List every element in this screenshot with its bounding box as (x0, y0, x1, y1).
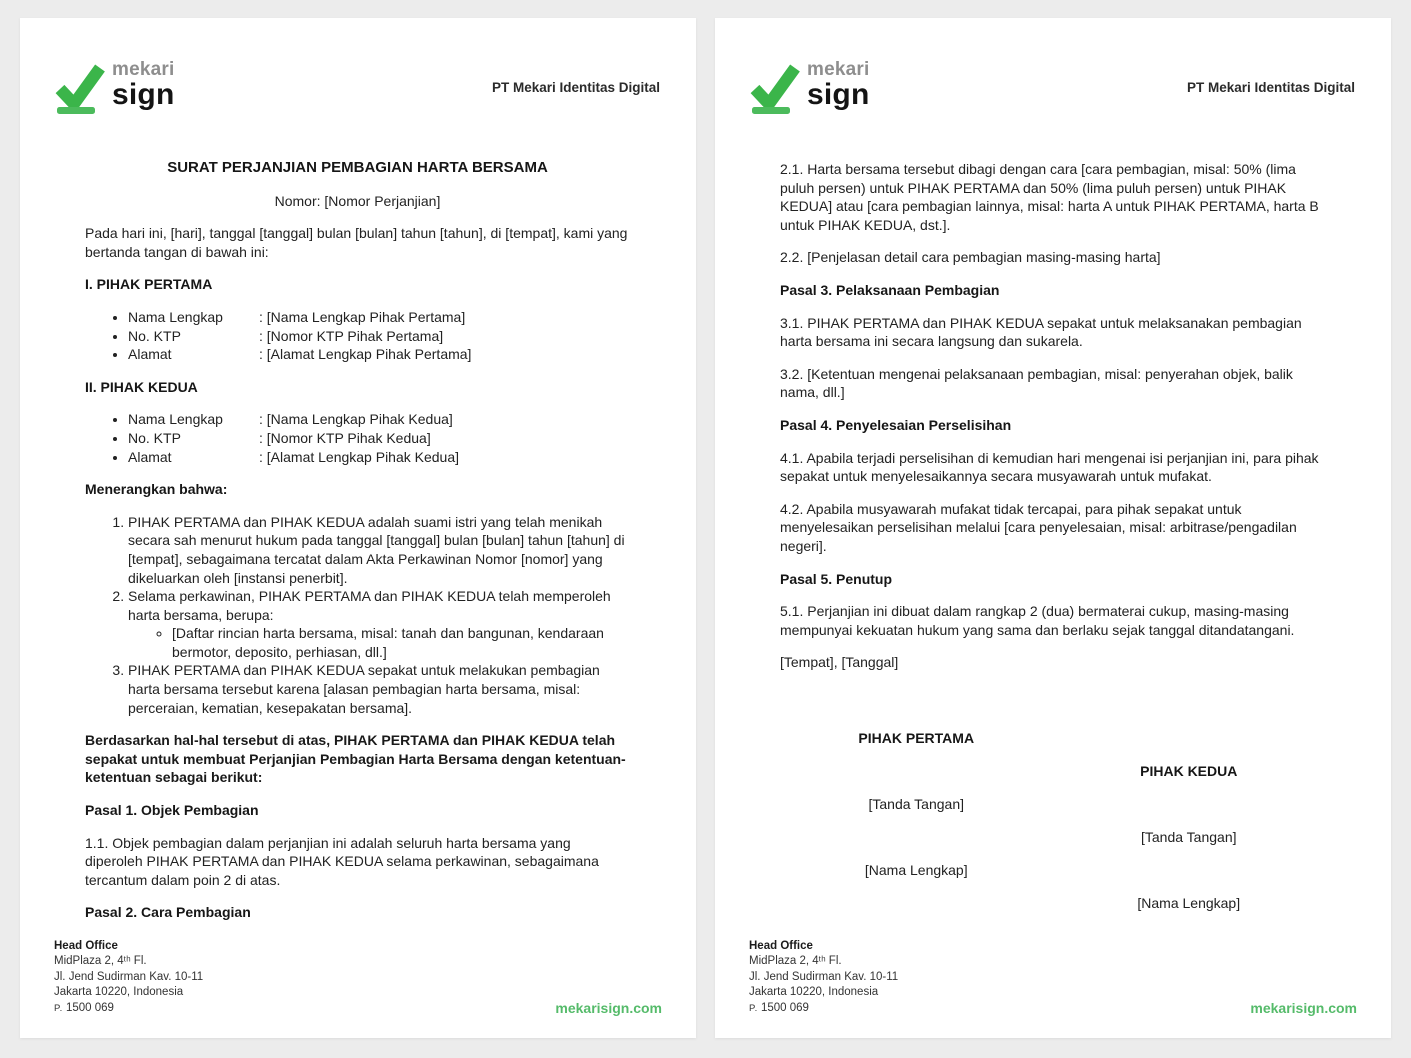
address-line: MidPlaza 2, 4ᵗʰ Fl. (749, 955, 842, 967)
phone-number: 1500 069 (760, 1001, 809, 1014)
signature-placeholder-party1: [Tanda Tangan] (868, 795, 964, 812)
document-page-2 (715, 18, 1391, 1038)
name-placeholder-party2: [Nama Lengkap] (1137, 894, 1241, 911)
signature-party2-heading: PIHAK KEDUA (1140, 762, 1238, 779)
list-item: • Alamat : [Alamat Lengkap Pihak Kedua] (128, 448, 630, 467)
page-header (715, 18, 1391, 130)
party2-heading: II. PIHAK KEDUA (85, 378, 198, 395)
document-body-page-1 (20, 159, 696, 922)
checkmark-icon (750, 62, 800, 114)
address-line: Jakarta 10220, Indonesia (749, 986, 879, 998)
address-line: Jl. Jend Sudirman Kav. 10-11 (749, 970, 899, 983)
list-item: • Nama Lengkap : [Nama Lengkap Pihak Pertama] (128, 308, 630, 327)
list-item: • No. KTP : [Nomor KTP Pihak Pertama] (128, 327, 630, 346)
agreement-paragraph: Berdasarkan hal-hal tersebut di atas, PIHAK PERTAMA dan PIHAK KEDUA telah sepakat untuk membuat Perjanjian Pembagian Harta Bersama dengan ketentuan-ketentuan sebagai berikut: (85, 732, 626, 786)
head-office-label: Head Office (749, 939, 813, 952)
pasal4-heading: Pasal 4. Penyelesaian Perselisihan (780, 416, 1012, 433)
list-item: • No. KTP : [Nomor KTP Pihak Kedua] (128, 429, 630, 448)
name-placeholder-party1: [Nama Lengkap] (864, 861, 968, 878)
party2-detail-list (85, 410, 630, 466)
website-link[interactable]: mekarisign.com (555, 1000, 662, 1016)
logo-sign-text: sign (112, 78, 175, 111)
phone-number: 1500 069 (65, 1001, 114, 1014)
clause-3-2: 3.2. [Ketentuan mengenai pelaksanaan pembagian, misal: penyerahan objek, balik nama, dll.] (780, 365, 1293, 401)
document-page-1 (20, 18, 696, 1038)
company-name: PT Mekari Identitas Digital (1186, 80, 1355, 95)
list-item: 2. Selama perkawinan, PIHAK PERTAMA dan PIHAK KEDUA telah memperoleh harta bersama, berupa: ◦ [Daftar rincian harta bersama, misal: tanah dan bangunan, kendaraan bermotor, deposito, perhiasan, dll.] (128, 587, 630, 661)
head-office-label: Head Office (54, 939, 118, 952)
pasal3-heading: Pasal 3. Pelaksanaan Pembagian (780, 281, 1000, 298)
page-header (20, 18, 696, 130)
phone-prefix: P. (54, 1002, 63, 1014)
clause-4-1: 4.1. Apabila terjadi perselisihan di kemudian hari mengenai isi perjanjian ini, para pihak sepakat untuk menyelesaikannya secara musyawarah untuk mufakat. (780, 449, 1319, 485)
declare-heading: Menerangkan bahwa: (85, 481, 228, 498)
signature-party1-heading: PIHAK PERTAMA (858, 729, 975, 746)
page-footer (749, 939, 1357, 1017)
phone-line (54, 1001, 203, 1017)
head-office-address (54, 939, 203, 1017)
logo-mekari-text: mekari (807, 59, 870, 80)
list-item: • Alamat : [Alamat Lengkap Pihak Pertama] (128, 345, 630, 364)
pasal2-heading: Pasal 2. Cara Pembagian (85, 904, 251, 921)
place-date-line: [Tempat], [Tanggal] (780, 654, 899, 671)
clause-4-2: 4.2. Apabila musyawarah mufakat tidak tercapai, para pihak sepakat untuk menyelesaikan perselisihan melalui [cara penyelesaian, misal: arbitrase/pengadilan negeri]. (780, 500, 1297, 554)
signature-block (780, 722, 1325, 920)
clause-2-1: 2.1. Harta bersama tersebut dibagi dengan cara [cara pembagian, misal: 50% (lima puluh persen) untuk PIHAK PERTAMA dan 50% (lima puluh persen) untuk PIHAK KEDUA] atau [cara pembagian lainnya, misal: harta A untuk PIHAK PERTAMA, harta B untuk PIHAK KEDUA, dst.]. (780, 161, 1319, 233)
pasal1-heading: Pasal 1. Objek Pembagian (85, 802, 259, 819)
asset-sub-list (128, 624, 630, 661)
phone-prefix: P. (749, 1002, 758, 1014)
clause-2-2: 2.2. [Penjelasan detail cara pembagian masing-masing harta] (780, 249, 1161, 266)
mekari-sign-logo (750, 60, 869, 114)
document-number-line: Nomor: [Nomor Perjanjian] (274, 192, 441, 209)
checkmark-icon (55, 62, 105, 114)
signature-placeholder-party2: [Tanda Tangan] (1141, 828, 1237, 845)
intro-paragraph: Pada hari ini, [hari], tanggal [tanggal] bulan [bulan] tahun [tahun], di [tempat], kami yang bertanda tangan di bawah ini: (85, 225, 628, 260)
head-office-address (749, 939, 898, 1017)
declaration-list (85, 513, 630, 718)
website-link[interactable]: mekarisign.com (1250, 1000, 1357, 1016)
company-name: PT Mekari Identitas Digital (491, 80, 660, 95)
clause-1-1: 1.1. Objek pembagian dalam perjanjian ini adalah seluruh harta bersama yang diperoleh PIHAK PERTAMA dan PIHAK KEDUA selama perkawinan, sebagaimana tercantum dalam poin 2 di atas. (85, 834, 599, 888)
party1-heading: I. PIHAK PERTAMA (85, 276, 213, 293)
address-line: MidPlaza 2, 4ᵗʰ Fl. (54, 955, 147, 967)
list-item: • Nama Lengkap : [Nama Lengkap Pihak Kedua] (128, 410, 630, 429)
address-line: Jl. Jend Sudirman Kav. 10-11 (54, 970, 204, 983)
clause-5-1: 5.1. Perjanjian ini dibuat dalam rangkap 2 (dua) bermaterai cukup, masing-masing mempunyai kekuatan hukum yang sama dan berlaku sejak tanggal ditandatangani. (780, 603, 1295, 638)
phone-line (749, 1001, 898, 1017)
page-footer (54, 939, 662, 1017)
mekari-sign-logo (55, 60, 174, 114)
logo-sign-text: sign (807, 78, 870, 111)
clause-3-1: 3.1. PIHAK PERTAMA dan PIHAK KEDUA sepakat untuk melaksanakan pembagian harta bersama ini secara langsung dan sukarela. (780, 314, 1302, 350)
document-body-page-2 (715, 130, 1391, 920)
list-item: 3. PIHAK PERTAMA dan PIHAK KEDUA sepakat untuk melakukan pembagian harta bersama tersebut karena [alasan pembagian harta bersama, misal: perceraian, kematian, kesepakatan bersama]. (128, 661, 630, 717)
address-line: Jakarta 10220, Indonesia (54, 986, 184, 998)
document-title: SURAT PERJANJIAN PEMBAGIAN HARTA BERSAMA (167, 159, 548, 176)
pasal5-heading: Pasal 5. Penutup (780, 570, 893, 587)
list-item: ◦ [Daftar rincian harta bersama, misal: tanah dan bangunan, kendaraan bermotor, deposito, perhiasan, dll.] (172, 624, 630, 661)
logo-mekari-text: mekari (112, 59, 175, 80)
party1-detail-list (85, 308, 630, 364)
list-item: 1. PIHAK PERTAMA dan PIHAK KEDUA adalah suami istri yang telah menikah secara sah menurut hukum pada tanggal [tanggal] bulan [bulan] tahun [tahun] di [tempat], sebagaimana tercatat dalam Akta Perkawinan Nomor [nomor] yang dikeluarkan oleh [instansi penerbit]. (128, 513, 630, 587)
